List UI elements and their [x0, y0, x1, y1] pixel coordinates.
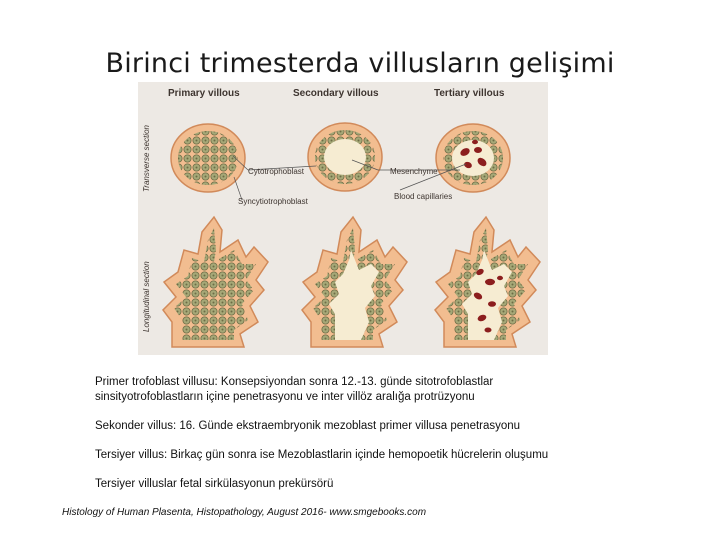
col-heading-secondary: Secondary villous	[293, 88, 379, 99]
secondary-transverse-section	[308, 123, 382, 191]
callout-cytotrophoblast: Cytotrophoblast	[248, 167, 305, 176]
tertiary-longitudinal-section	[435, 217, 540, 347]
tertiary-transverse-section	[436, 124, 510, 192]
slide-title: Birinci trimesterda villusların gelişimi	[105, 48, 615, 79]
primary-longitudinal-section	[163, 217, 268, 347]
col-heading-tertiary: Tertiary villous	[434, 88, 505, 99]
paragraph-primary-line2: sinsityotrofoblastların içine penetrasyonu ve inter villöz aralığa protrüzyonu	[95, 391, 475, 403]
callout-mesenchyme: Mesenchyme	[390, 167, 438, 176]
col-heading-primary: Primary villous	[168, 88, 240, 99]
paragraph-primary-villus	[95, 375, 635, 405]
paragraph-secondary-villus: Sekonder villus: 16. Günde ekstraembryonik mezoblast primer villusa penetrasyonu	[95, 420, 521, 432]
secondary-longitudinal-section	[302, 217, 407, 347]
citation: Histology of Human Plasenta, Histopathology, August 2016- www.smgebooks.com	[62, 507, 427, 518]
row-label-longitudinal: Longitudinal section	[142, 261, 151, 332]
callout-syncytiotrophoblast: Syncytiotrophoblast	[238, 197, 308, 206]
row-label-transverse: Transverse section	[142, 125, 151, 192]
paragraph-tertiary-precursor: Tersiyer villuslar fetal sirkülasyonun prekürsörü	[95, 478, 334, 490]
callout-blood-capillaries: Blood capillaries	[394, 192, 453, 201]
villus-development-figure	[138, 82, 548, 355]
paragraph-primary-line1: Primer trofoblast villusu: Konsepsiyondan sonra 12.-13. günde sitotrofoblastlar	[95, 376, 494, 388]
primary-transverse-section	[171, 124, 245, 192]
paragraph-tertiary-villus: Tersiyer villus: Birkaç gün sonra ise Mezoblastlarin içinde hemopoetik hücrelerin oluşumu	[95, 449, 549, 461]
